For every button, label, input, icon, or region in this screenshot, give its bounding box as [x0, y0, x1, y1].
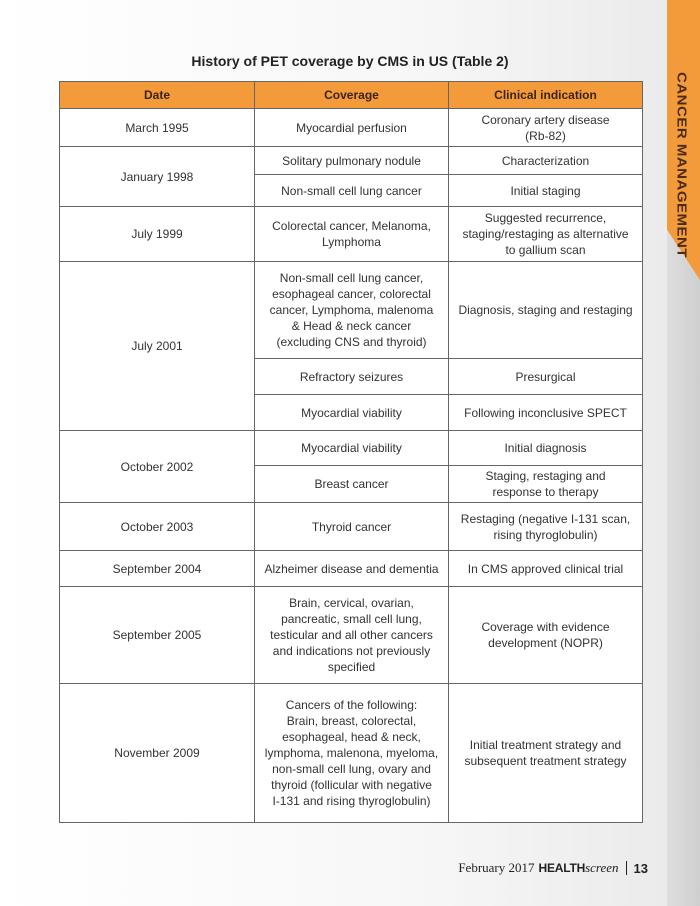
coverage-cell [255, 207, 449, 262]
indication-line: Initial diagnosis [504, 441, 587, 455]
coverage-cell [255, 175, 449, 207]
table-row [60, 262, 643, 359]
indication-line: Coronary artery disease [481, 112, 610, 127]
coverage-cell [255, 551, 449, 587]
coverage-cell [255, 109, 449, 147]
indication-line: to gallium scan [505, 243, 586, 257]
coverage-line: Myocardial perfusion [296, 120, 407, 135]
coverage-cell [255, 395, 449, 431]
indication-line: Diagnosis, staging and restaging [458, 303, 633, 317]
header-date: Date [60, 82, 255, 109]
coverage-line: Non-small cell lung cancer, [279, 271, 424, 285]
header-coverage: Coverage [255, 82, 449, 109]
coverage-cell [255, 684, 449, 823]
coverage-line: Refractory seizures [299, 369, 404, 384]
coverage-line: & Head & neck cancer [291, 319, 412, 333]
indication-line: Staging, restaging and [485, 469, 606, 483]
table-row [60, 551, 643, 587]
indication-line: Characterization [501, 153, 590, 168]
table-row [60, 503, 643, 551]
coverage-line: esophageal, head & neck, [282, 730, 421, 744]
indication-line: Initial staging [510, 183, 581, 198]
coverage-line: cancer, Lymphoma, malenoma [269, 303, 434, 317]
indication-line: Initial treatment strategy and [469, 738, 622, 752]
indication-cell [449, 359, 643, 395]
date-cell: September 2004 [60, 551, 255, 587]
coverage-line: Non-small cell lung cancer [281, 183, 422, 198]
header-clinical-indication: Clinical indication [449, 82, 643, 109]
indication-line: Following inconclusive SPECT [464, 405, 627, 420]
coverage-line: I-131 and rising thyroglobulin) [272, 794, 431, 808]
table-row [60, 684, 643, 823]
coverage-line: specified [327, 660, 376, 674]
coverage-line: Colorectal cancer, Melanoma, [272, 219, 431, 233]
page-footer [458, 860, 648, 876]
page-number: 13 [633, 860, 648, 876]
coverage-line: Lymphoma [322, 235, 381, 249]
indication-cell [449, 147, 643, 175]
indication-line: Presurgical [515, 369, 576, 384]
date-cell: September 2005 [60, 587, 255, 684]
table-row [60, 109, 643, 147]
indication-line: response to therapy [492, 485, 599, 499]
indication-cell [449, 503, 643, 551]
indication-line: rising thyroglobulin) [493, 527, 598, 542]
coverage-cell [255, 359, 449, 395]
coverage-line: Alzheimer disease and dementia [264, 561, 439, 576]
coverage-line: Myocardial viability [301, 441, 402, 455]
section-label: CANCER MANAGEMENT [674, 72, 689, 258]
date-cell: July 2001 [60, 262, 255, 431]
coverage-line: lymphoma, malenona, myeloma, [264, 746, 439, 760]
coverage-cell [255, 503, 449, 551]
table-row [60, 431, 643, 466]
indication-line: In CMS approved clinical trial [467, 561, 624, 576]
indication-cell [449, 262, 643, 359]
table-header-row [60, 82, 643, 109]
table-body [60, 109, 643, 823]
coverage-line: testicular and all other cancers [270, 628, 433, 642]
coverage-line: Solitary pulmonary nodule [282, 153, 421, 168]
table-row [60, 147, 643, 175]
coverage-line: Brain, breast, colorectal, [286, 714, 417, 728]
coverage-table [59, 81, 643, 823]
date-cell: July 1999 [60, 207, 255, 262]
footer-date: February 2017 [458, 860, 535, 875]
coverage-line: Myocardial viability [301, 405, 402, 420]
indication-cell [449, 551, 643, 587]
indication-cell [449, 207, 643, 262]
indication-line: staging/restaging as alternative [462, 227, 629, 241]
date-cell: November 2009 [60, 684, 255, 823]
coverage-cell [255, 147, 449, 175]
indication-cell [449, 109, 643, 147]
coverage-line: Breast cancer [314, 477, 389, 491]
date-cell: October 2002 [60, 431, 255, 503]
brand-bold: HEALTH [538, 861, 586, 875]
table-row [60, 207, 643, 262]
coverage-line: thyroid (follicular with negative [271, 778, 432, 792]
coverage-cell [255, 262, 449, 359]
coverage-line: and indications not previously [272, 644, 431, 658]
indication-line: Coverage with evidence [481, 620, 610, 634]
date-cell: January 1998 [60, 147, 255, 207]
date-cell: October 2003 [60, 503, 255, 551]
coverage-line: Brain, cervical, ovarian, [289, 596, 414, 610]
coverage-line: esophageal cancer, colorectal [272, 287, 431, 301]
indication-cell [449, 587, 643, 684]
coverage-cell [255, 587, 449, 684]
coverage-cell [255, 431, 449, 466]
coverage-cell [255, 466, 449, 503]
coverage-line: (excluding CNS and thyroid) [276, 335, 427, 349]
coverage-line: Thyroid cancer [311, 519, 392, 534]
indication-line: subsequent treatment strategy [464, 754, 627, 768]
coverage-line: non-small cell lung, ovary and [272, 762, 431, 776]
coverage-line: Cancers of the following: [285, 698, 418, 712]
indication-cell [449, 175, 643, 207]
indication-line: (Rb-82) [525, 128, 566, 143]
table-title: History of PET coverage by CMS in US (Table 2) [191, 53, 509, 69]
date-cell: March 1995 [60, 109, 255, 147]
table-row [60, 587, 643, 684]
indication-line: Suggested recurrence, [484, 211, 607, 225]
indication-cell [449, 466, 643, 503]
indication-cell [449, 684, 643, 823]
indication-line: development (NOPR) [488, 636, 603, 650]
coverage-line: pancreatic, small cell lung, [281, 612, 422, 626]
brand-italic: screen [585, 860, 619, 875]
indication-cell [449, 431, 643, 466]
indication-line: Restaging (negative I-131 scan, [460, 511, 631, 526]
publication-brand [539, 860, 619, 876]
footer-divider [626, 861, 627, 875]
indication-cell [449, 395, 643, 431]
